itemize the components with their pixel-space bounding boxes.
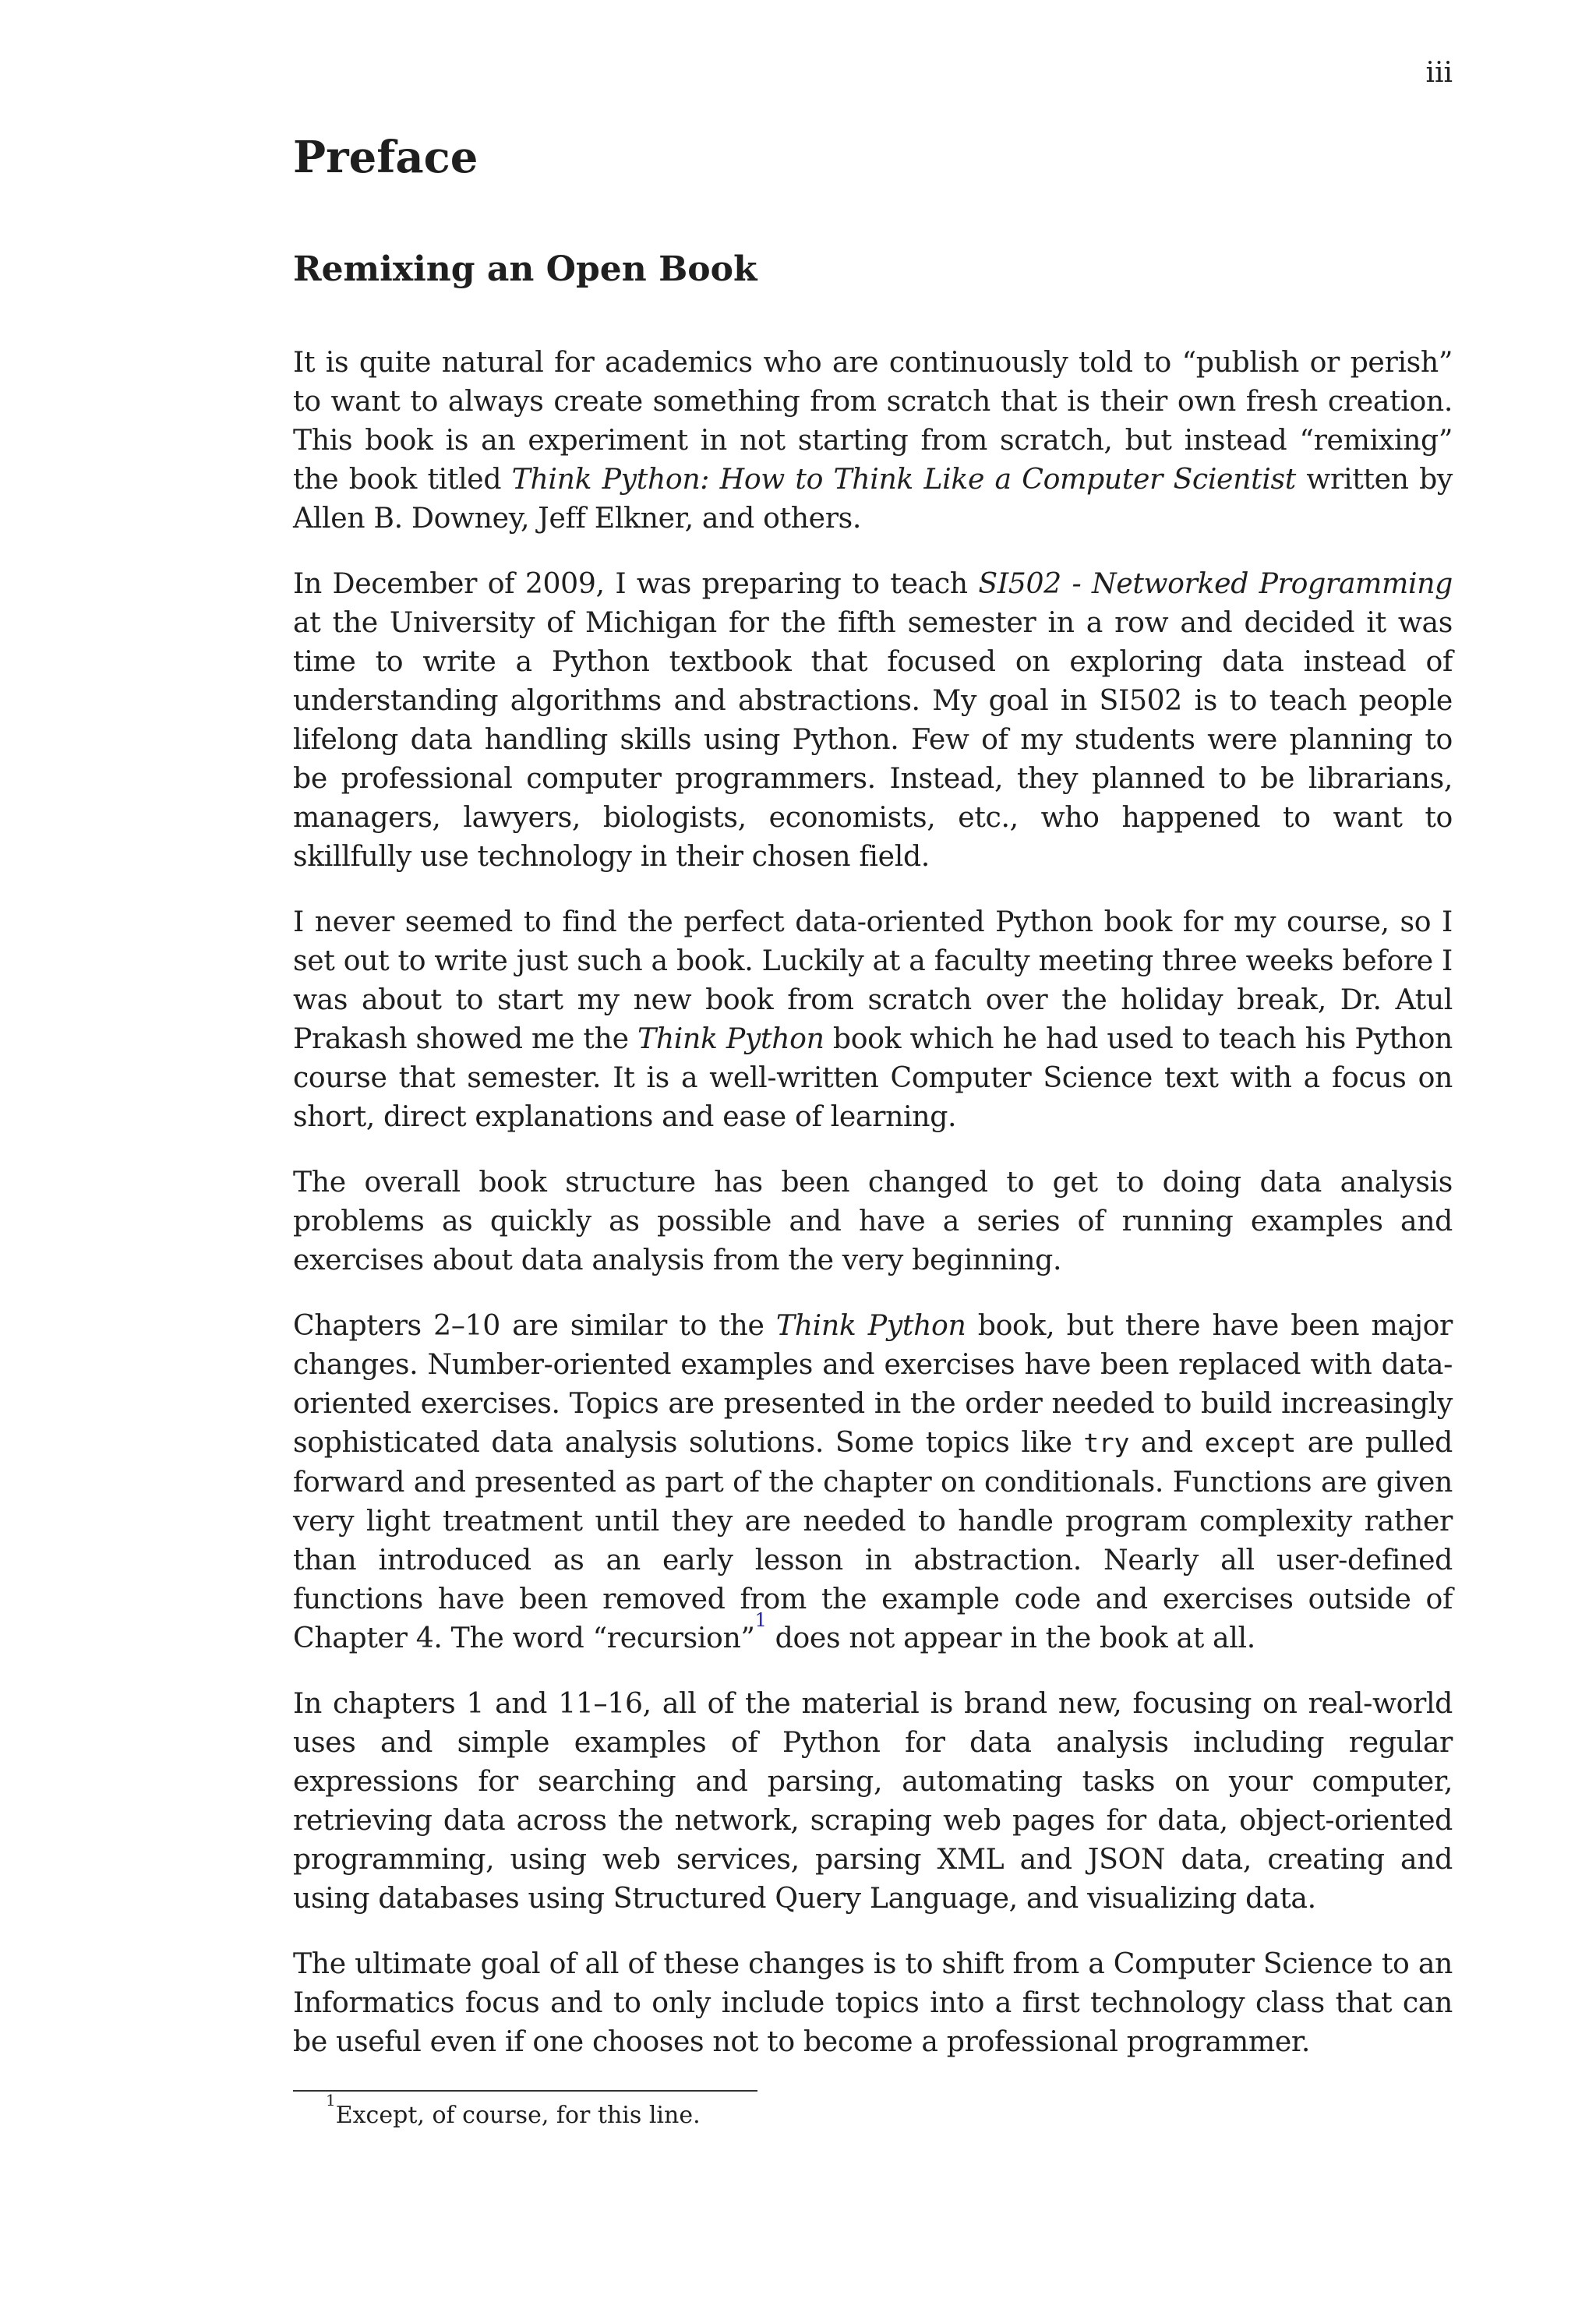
course-title-italic: SI502 - Networked Programming (978, 567, 1453, 600)
code-try: try (1083, 1428, 1129, 1458)
paragraph-1 (293, 343, 1453, 538)
paragraph-text: Chapters 2–10 are similar to the (293, 1308, 776, 1342)
footnote (326, 2091, 701, 2131)
book-title-italic: Think Python: How to Think Like a Computer Scientist (511, 462, 1296, 496)
paragraph-2 (293, 564, 1453, 876)
chapter-title: Preface (293, 132, 478, 183)
paragraph-6: In chapters 1 and 11–16, all of the material is brand new, focusing on real-world uses and simple examples of Python for data analysis including regular expressions for searching and parsing, automating tasks on your computer, retrieving data across the network, scraping web pages for data, object-oriented programming, using web services, parsing XML and JSON data, creating and using databases using Structured Query Language, and visualizing data. (293, 1686, 1453, 1915)
code-except: except (1204, 1428, 1296, 1458)
paragraph-3 (293, 902, 1453, 1136)
paragraph-text: In December of 2009, I was preparing to teach (293, 567, 979, 600)
paragraph-text: I never seemed to find the perfect data-oriented Python book for my course, so I set out to write just such a book. Luckily at a faculty meeting three weeks before I was about to start my new book from scratch over the holiday break, Dr. Atul Prakash showed me the (293, 905, 1453, 1055)
paragraph-4: The overall book structure has been changed to get to doing data analysis problems as quickly as possible and have a series of running examples and exercises about data analysis from the very beginning. (293, 1165, 1453, 1276)
paragraph-text: are pulled forward and presented as part of the chapter on conditionals. Functions are given very light treatment until they are needed to handle program complexity rather than introduced as an early lesson in abstraction. Nearly all user-defined functions have been removed from the example code and exercises outside of Chapter 4. The word “recursion” (293, 1425, 1453, 1654)
paragraph-text: does not appear in the book at all. (766, 1621, 1255, 1654)
paragraph-7: The ultimate goal of all of these changes is to shift from a Computer Science to an Informatics focus and to only include topics into a first technology class that can be useful even if one chooses not to become a professional programmer. (293, 1947, 1453, 2058)
section-title: Remixing an Open Book (293, 249, 757, 289)
footnote-reference-link[interactable]: 1 (754, 1608, 767, 1631)
book-title-italic: Think Python (775, 1308, 966, 1342)
paragraph-text: book which he had used to teach his Python course that semester. It is a well-written Computer Science text with a focus on short, direct explanations and ease of learning. (293, 1022, 1453, 1133)
paragraph-text: book, but there have been major changes. Number-oriented examples and exercises have been replaced with data-oriented exercises. Topics are presented in the order needed to build increasingly sophisticated data analysis solutions. Some topics like (293, 1308, 1453, 1459)
paragraph-text: at the University of Michigan for the fifth semester in a row and decided it was time to write a Python textbook that focused on exploring data instead of understanding algorithms and abstractions. My goal in SI502 is to teach people lifelong data handling skills using Python. Few of my students were planning to be professional computer programmers. Instead, they planned to be librarians, managers, lawyers, biologists, economists, etc., who happened to want to skillfully use technology in their chosen field. (293, 605, 1453, 873)
footnote-mark: 1 (326, 2091, 336, 2110)
paragraph-text: written by Allen B. Downey, Jeff Elkner, and others. (293, 462, 1453, 535)
body-text (293, 343, 1453, 2088)
footnote-text: Except, of course, for this line. (335, 2102, 701, 2129)
book-title-italic: Think Python (637, 1022, 824, 1055)
paragraph-text: and (1128, 1425, 1205, 1459)
footnote-divider (293, 2090, 757, 2092)
paragraph-text: It is quite natural for academics who are continuously told to “publish or perish” to want to always create something from scratch that is their own fresh creation. This book is an experiment in not starting from scratch, but instead “remixing” the book titled (293, 345, 1453, 496)
paragraph-5 (293, 1306, 1453, 1658)
page-number: iii (1425, 57, 1453, 89)
